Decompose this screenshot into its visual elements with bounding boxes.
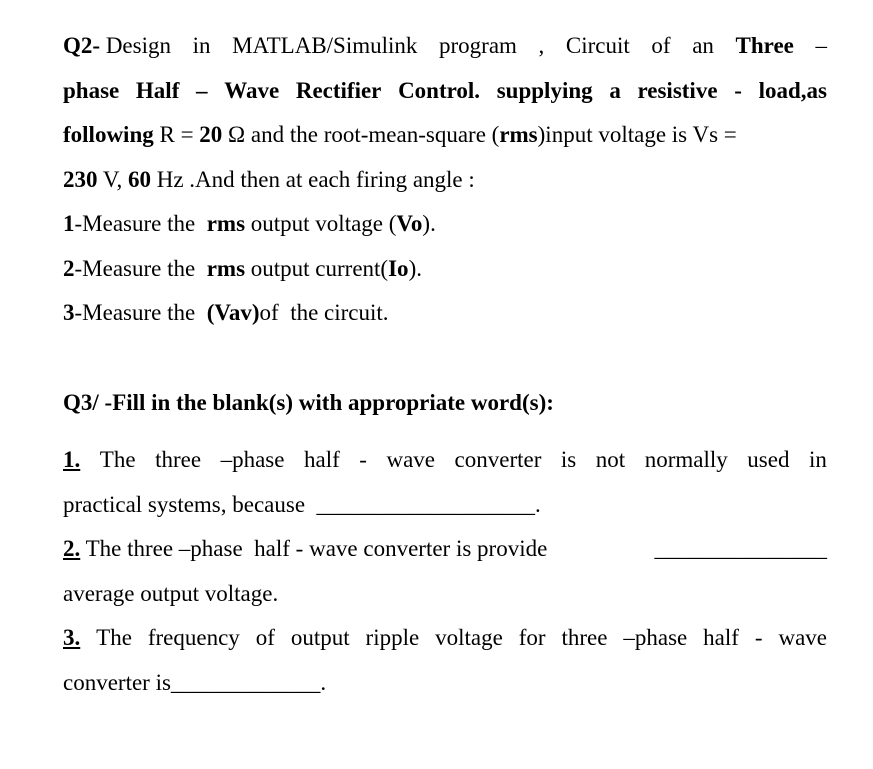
word: Half [135,77,180,103]
item-bold: rms [206,211,246,236]
item-bold: (Vav) [206,300,260,325]
item-number: 2. [63,536,81,561]
q3-items [63,438,827,705]
q2-text: V, [97,166,128,192]
item-text: output voltage ( [245,211,397,236]
q3-item-2-line-1 [63,527,827,572]
word: in [809,447,827,472]
q3-item-1-line-2 [63,483,827,528]
word: used [747,447,790,472]
q2-frequency-value: 60 [127,166,151,192]
q3-item-3-blank-text: converter is_____________. [63,669,327,695]
word: – [196,77,208,103]
word: is [560,447,577,472]
item-text: average output voltage. [63,580,279,606]
word: three [155,447,202,472]
item-text: -Measure the [74,255,207,281]
word: ripple [365,625,420,650]
word: wave [778,625,827,650]
item-text: ). [422,211,436,236]
word: The [96,625,132,650]
word: - [359,447,367,472]
spacer [63,425,827,438]
spacer [63,336,827,381]
item-text: -Measure the [74,211,207,236]
word: Control. [398,77,481,103]
word: three [561,625,608,650]
q2-label-group: Q2- Design [63,33,171,58]
item-number: 3. [63,625,81,650]
word: in [192,33,211,58]
q2-question [63,24,827,336]
word: Rectifier [295,77,382,103]
word: converter [454,447,542,472]
q2-resistance-value: 20 [199,122,223,147]
item-number: 3 [63,300,75,325]
q3-item-2-blank: _______________ [654,536,827,561]
document-page [63,24,827,705]
q2-text: )input voltage is Vs = [537,122,737,147]
item-number: 1 [63,211,75,236]
word: for [518,625,546,650]
q3-heading: Q3/ -Fill in the blank(s) with appropriate word(s): [63,389,554,415]
word: Wave [224,77,280,103]
q2-following: following [63,122,154,147]
item-number: 2 [63,255,75,281]
word: frequency [147,625,240,650]
word: , [538,33,545,58]
word: resistive [637,77,718,103]
q3-item-1-line-1 [63,438,827,483]
q3-item-3-line-2 [63,661,827,706]
word: - [754,625,763,650]
word: –phase [220,447,285,472]
q3-item-1-blank-text: practical systems, because ___________________. [63,491,541,517]
word: program [439,33,517,58]
q2-item-3 [63,291,827,336]
word: an [692,33,714,58]
q2-line-3 [63,113,827,158]
q3-item-3-line-1 [63,616,827,661]
q2-line-1 [63,24,827,69]
q2-item-1 [63,202,827,247]
word: output [290,625,350,650]
q2-text: Hz .And then at each firing angle : [150,166,475,192]
q2-rms: rms [499,122,538,147]
item-text: output current( [245,255,389,281]
word: of [651,33,671,58]
q2-label: Q2- [63,33,101,58]
word: – [815,33,827,58]
word: of [255,625,275,650]
word: –phase [623,625,688,650]
word: not [595,447,626,472]
word: wave [386,447,436,472]
q2-voltage-value: 230 [63,166,98,192]
word: half [703,625,739,650]
q2-three: Three [735,33,794,58]
word: a [609,77,621,103]
word: voltage [435,625,503,650]
item-bold: Vo [396,211,423,236]
item-bold: Io [388,255,409,281]
item-text: ). [408,255,422,281]
q3-item-2-line-2 [63,572,827,617]
q3-question [63,381,827,426]
word: - [734,77,742,103]
q2-item-2 [63,247,827,292]
word: normally [644,447,728,472]
word: Circuit [565,33,630,58]
item-text: of the circuit. [259,300,389,325]
item-text: The three –phase half - wave converter is provide [80,536,548,561]
word: supplying [496,77,593,103]
word: load,as [758,77,827,103]
item-text: -Measure the [74,300,207,325]
q2-text: Ω and the root-mean-square ( [222,122,500,147]
word: phase [63,77,120,103]
word: half [303,447,340,472]
item-number: 1. [63,447,81,472]
q2-text: R = [153,122,200,147]
word: MATLAB/Simulink [232,33,418,58]
word: The [99,447,136,472]
q2-line-2 [63,69,827,114]
item-bold: rms [206,255,246,281]
q2-line-4 [63,158,827,203]
